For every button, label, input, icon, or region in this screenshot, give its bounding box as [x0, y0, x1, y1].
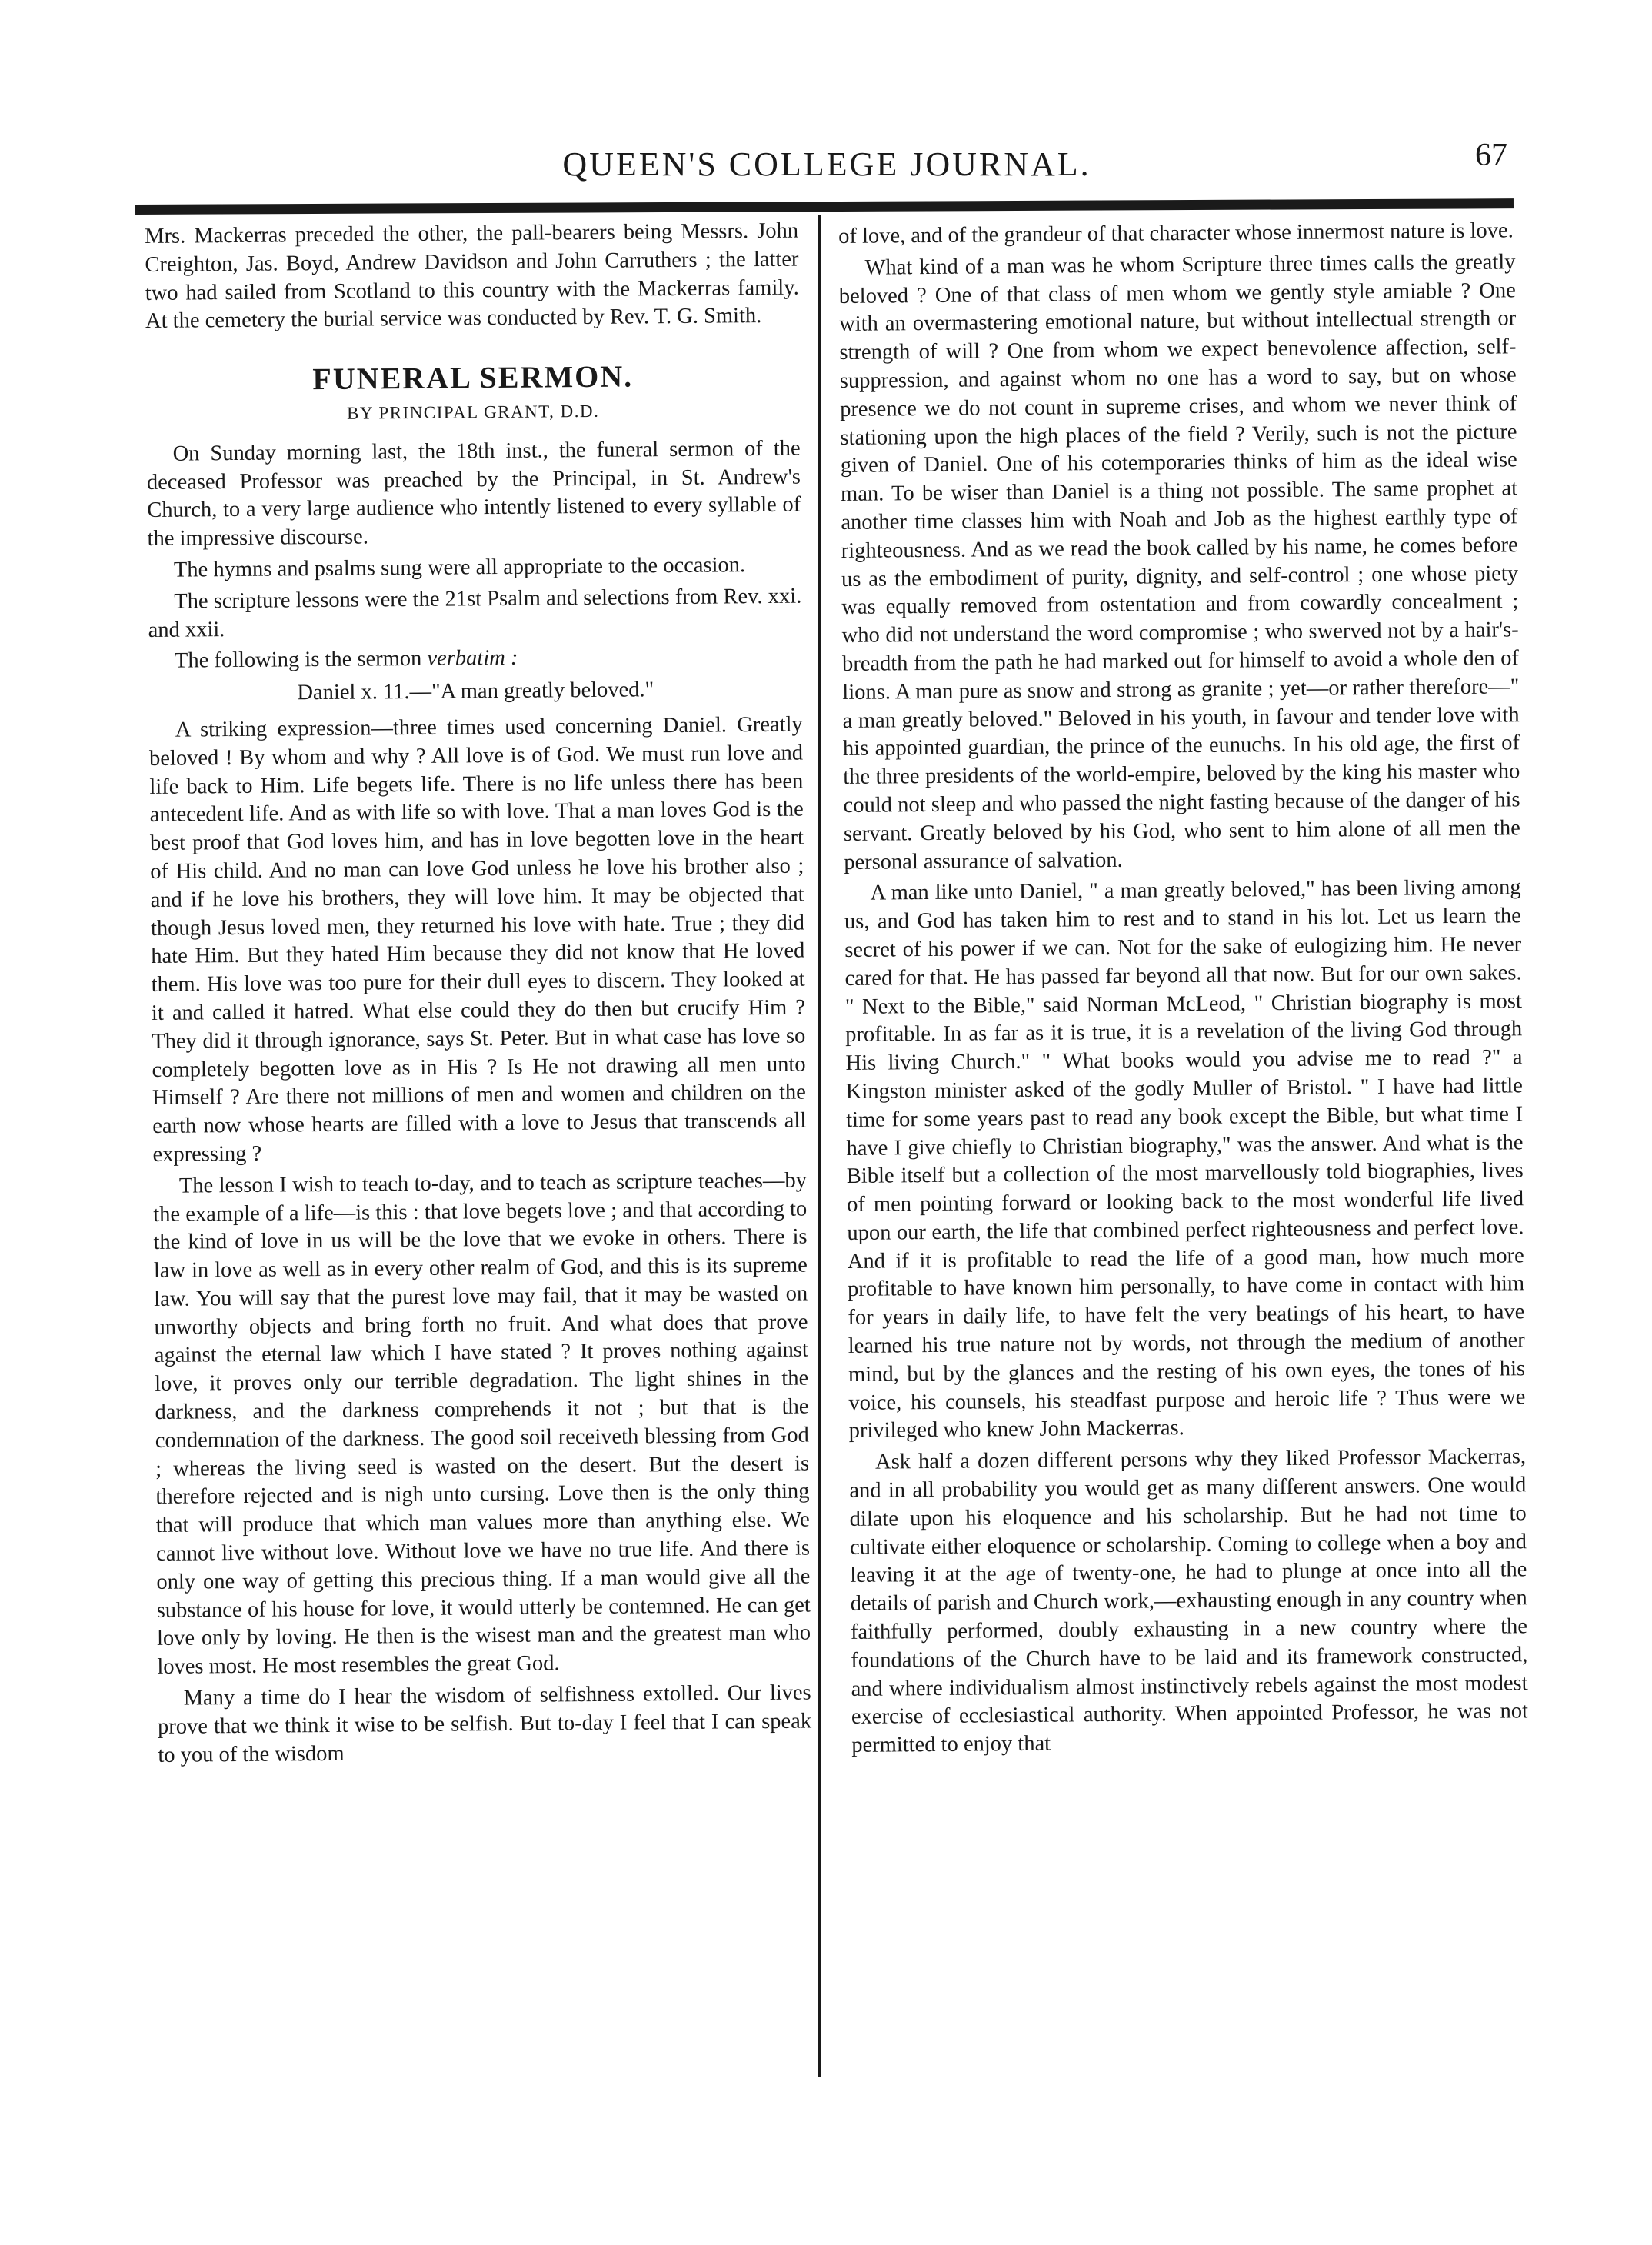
burial-paragraph: Mrs. Mackerras preceded the other, the pall-bearers being Messrs. John Creighton, Jas. Boyd, Andrew Davidson and John Carruthers ; the latter two had sailed from Scotland to this country with the Mackerras family. At the cemetery the burial service was conducted by Rev. T. G. Smith.: [145, 218, 799, 334]
scripture-reference: Daniel x. 11.—"A man greatly beloved.": [297, 678, 654, 705]
left-column: [145, 218, 812, 1774]
verbatim-lead: The following is the sermon: [174, 647, 422, 674]
paragraph: What kind of a man was he whom Scripture three times calls the greatly beloved ? One of that class of men whom we gently style amiable ? One with an overmastering emotional nature, but without intellectual strength or strength of will ? One from whom we expect benevolence affection, self-suppression, and against whom no one has a word to say, but on whose presence we do not count in supreme crises, and whom we never think of stationing upon the high places of the field ? Verily, such is not the picture given of Daniel. One of his cotemporaries thinks of him as the ideal wise man. To be wiser than Daniel is a thing not possible. The same prophet at another time classes him with Noah and Job as the highest earthly type of righteousness. And as we read the book called by his name, he comes before us as the embodiment of purity, dignity, and self-control ; one whose piety was equally removed from ostentation and from cowardly concealment ; who did not understand the word compromise ; who swerved not by a hair's-breadth from the path he had marked out for himself to avoid a whole den of lions. A man pure as snow and strong as granite ; yet—or rather therefore—" a man greatly beloved." Beloved in his youth, in favour and tender love with his appointed guardian, the prince of the eunuchs. In his old age, the first of the three presidents of the world-empire, beloved by the king his master who could not sleep and who passed the night fasting because of the danger of his servant. Greatly beloved by his God, who sent to him alone of all men the personal assurance of salvation.: [838, 250, 1521, 874]
page-header: [138, 137, 1515, 191]
verbatim-emphasis: verbatim :: [427, 646, 518, 671]
header-rule: [135, 198, 1514, 215]
paragraph: A man like unto Daniel, " a man greatly beloved," has been living among us, and God has taken him to rest and to stand in his lot. Let us learn the secret of his power if we can. Not for the sake of eulogizing him. He never cared for that. He has passed far beyond all that now. But for our own sakes. " Next to the Bible," said Norman McLeod, " Christian biography is most profitable. In as far as it is true, it is a revelation of the living God through His living Church." " What books would you advise me to read ?" a Kingston minister asked of the godly Muller of Bristol. " I have had little time for some years past to read any book except the Bible, but what time I have I give chiefly to Christian biography," was the answer. And what is the Bible itself but a collection of the most marvellously told biographies, lives of men pointing forward or looking back to the most wonderful life lived upon our earth, the life that combined perfect righteousness and perfect love. And if it is profitable to read the life of a good man, how much more profitable to have known him personally, to have come in contact with him for years in daily life, to have felt the very beatings of his heart, to have learned his true nature not by words, not through the medium of another mind, but by the glances and the resting of his own eyes, the tones of his voice, his counsels, his steadfast purpose and heroic life ? Thus were we privileged who knew John Mackerras.: [844, 875, 1526, 1444]
sermon-byline: BY PRINCIPAL GRANT, D.D.: [346, 401, 600, 423]
paragraph: Many a time do I hear the wisdom of selfishness extolled. Our lives prove that we think it wise to be selfish. But to-day I feel that I can speak to you of the wisdom: [157, 1680, 812, 1767]
column-divider: [818, 215, 821, 2077]
paragraph: A striking expression—three times used concerning Daniel. Greatly beloved ! By whom and why ? All love is of God. We must run love and life back to Him. Life begets life. There is no life unless there has been antecedent life. And as with life so with love. That a man loves God is the best proof that God loves him, and has in love begotten love in the heart of His child. And no man can love God unless he love his brother also ; and if he love his brothers, they will love him. It may be objected that though Jesus loved men, they returned his love with hate. True ; they did hate Him. But they hated Him because they did not know that He loved them. His love was too pure for their dull eyes to discern. They looked at it and called it hatred. What else could they do then but crucify Him ? They did it through ignorance, says St. Peter. But in what case has love so completely begotten love as in His ? Is He not drawing all men unto Himself ? Are there not millions of men and women and children on the earth now whose hearts are filled with a love to Jesus that transcends all expressing ?: [148, 712, 807, 1167]
paragraph-continued: of love, and of the grandeur of that character whose innermost nature is love.: [838, 218, 1514, 248]
paragraph: The scripture lessons were the 21st Psalm and selections from Rev. xxi. and xxii.: [148, 584, 802, 642]
sermon-heading: FUNERAL SERMON.: [312, 358, 634, 397]
paragraph-verbatim: [148, 642, 802, 676]
right-column: [838, 217, 1528, 1764]
paragraph: The hymns and psalms sung were all appropriate to the occasion.: [173, 553, 746, 582]
journal-title: QUEEN'S COLLEGE JOURNAL.: [562, 145, 1091, 183]
paragraph: On Sunday morning last, the 18th inst., the funeral sermon of the deceased Professor was preached by the Principal, in St. Andrew's Church, to a very large audience who intently listened to every syllable of the impressive discourse.: [146, 436, 801, 551]
page-number: 67: [1475, 138, 1507, 173]
paragraph: The lesson I wish to teach to-day, and to teach as scripture teaches—by the example of a life—is this : that love begets love ; and that according to the kind of love in us will be the love that we evoke in others. There is law in love as well as in every other realm of God, and this is its supreme law. You will say that the purest love may fail, that it may be wasted on unworthy objects and bring forth no fruit. And what does that prove against the eternal law which I have stated ? It proves nothing against love, it proves only our terrible degradation. The light shines in the darkness, and the darkness comprehends it not ; but that is the condemnation of the darkness. The good soil receiveth blessing from God ; whereas the living seed is wasted on the desert. But the desert is therefore rejected and is nigh unto cursing. Love then is the only thing that will produce that which man values more than anything else. We cannot live without love. Without love we have no true life. And there is only one way of getting this precious thing. If a man would give all the substance of his house for love, it would utterly be contemned. He can get love only by loving. He then is the wisest man and the greatest man who loves most. He most resembles the great God.: [153, 1168, 811, 1680]
paragraph: Ask half a dozen different persons why they liked Professor Mackerras, and in all probability you would get as many different answers. One would dilate upon his eloquence and his scholarship. But he had not time to cultivate either eloquence or scholarship. Coming to college when a boy and leaving it at the age of twenty-one, he had to plunge at once into all the details of parish and Church work,—exhausting enough in any country when faithfully performed, doubly exhausting in a new country where the foundations of the Church have to be laid and its framework constructed, and where individualism almost instinctively rebels against the most modest exercise of ecclesiastical authority. When appointed Professor, he was not permitted to enjoy that: [849, 1444, 1529, 1758]
